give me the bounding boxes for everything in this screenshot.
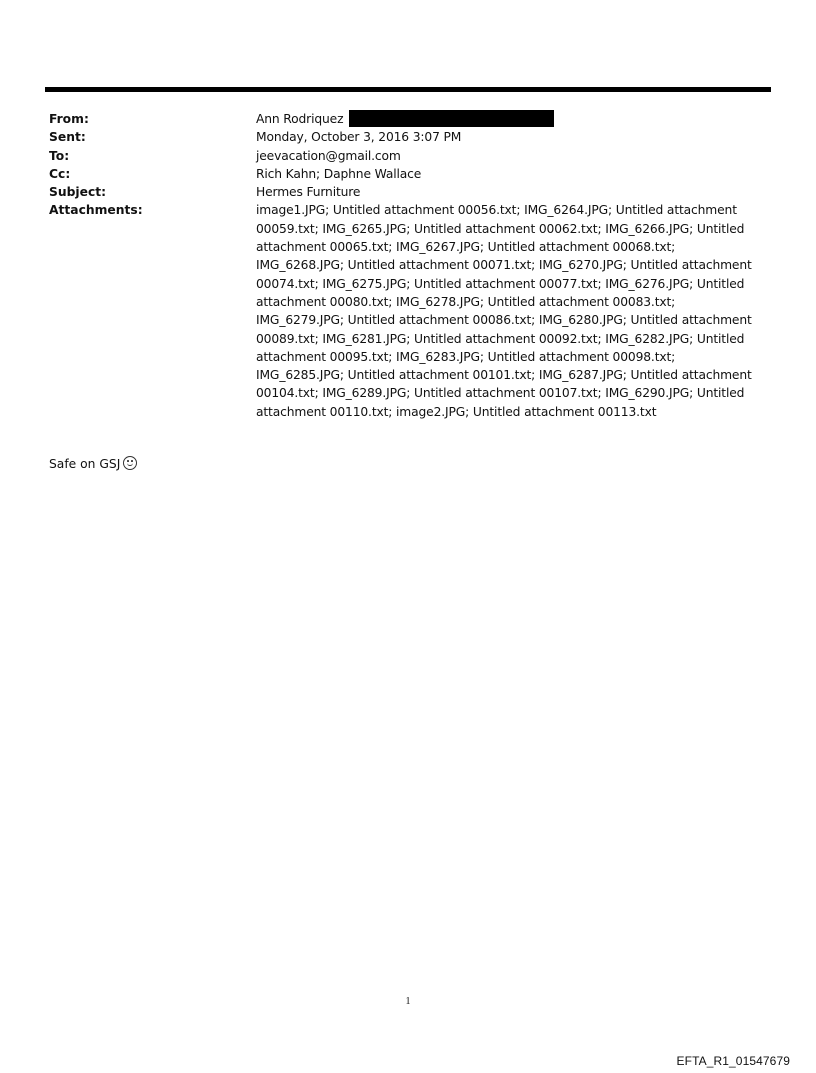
smiley-face-icon — [123, 456, 137, 470]
to-row — [49, 147, 764, 165]
to-label: To: — [49, 148, 70, 163]
email-body — [49, 455, 137, 473]
cc-row — [49, 165, 764, 183]
subject-value: Hermes Furniture — [256, 185, 361, 200]
redaction-block — [349, 110, 554, 127]
body-text: Safe on GSJ — [49, 457, 121, 471]
sent-value: Monday, October 3, 2016 3:07 PM — [256, 130, 462, 145]
cc-label: Cc: — [49, 166, 71, 181]
sender-name: Ann Rodriquez — [256, 112, 344, 126]
attachments-value: image1.JPG; Untitled attachment 00056.txt; IMG_6264.JPG; Untitled attachment 00059.txt; IMG_6265.JPG; Untitled attachment 00062.txt; IMG_6266.JPG; Untitled attachment 00065.txt; IMG_6267.JPG; Untitled attachment 00068.txt; IMG_6268.JPG; Untitled attachment 00071.txt; IMG_6270.JPG; Untitled attachment 00074.txt; IMG_6275.JPG; Untitled attachment 00077.txt; IMG_6276.JPG; Untitled attachment 00080.txt; IMG_6278.JPG; Untitled attachment 00083.txt; IMG_6279.JPG; Untitled attachment 00086.txt; IMG_6280.JPG; Untitled attachment 00089.txt; IMG_6281.JPG; Untitled attachment 00092.txt; IMG_6282.JPG; Untitled attachment 00095.txt; IMG_6283.JPG; Untitled attachment 00098.txt; IMG_6285.JPG; Untitled attachment 00101.txt; IMG_6287.JPG; Untitled attachment 00104.txt; IMG_6289.JPG; Untitled attachment 00107.txt; IMG_6290.JPG; Untitled attachment 00110.txt; image2.JPG; Untitled attachment 00113.txt — [256, 203, 752, 419]
sent-label: Sent: — [49, 130, 86, 145]
document-id: EFTA_R1_01547679 — [676, 1054, 790, 1068]
subject-row — [49, 183, 764, 201]
from-row — [49, 110, 764, 128]
from-value — [256, 110, 764, 128]
subject-label: Subject: — [49, 185, 107, 200]
attachments-label: Attachments: — [49, 203, 143, 218]
page-number: 1 — [405, 996, 411, 1007]
attachments-row — [49, 201, 764, 421]
from-label: From: — [49, 112, 89, 126]
header-divider — [45, 87, 771, 92]
to-value: jeevacation@gmail.com — [256, 148, 401, 163]
sent-row — [49, 128, 764, 146]
email-header — [49, 110, 764, 421]
cc-value: Rich Kahn; Daphne Wallace — [256, 166, 422, 181]
